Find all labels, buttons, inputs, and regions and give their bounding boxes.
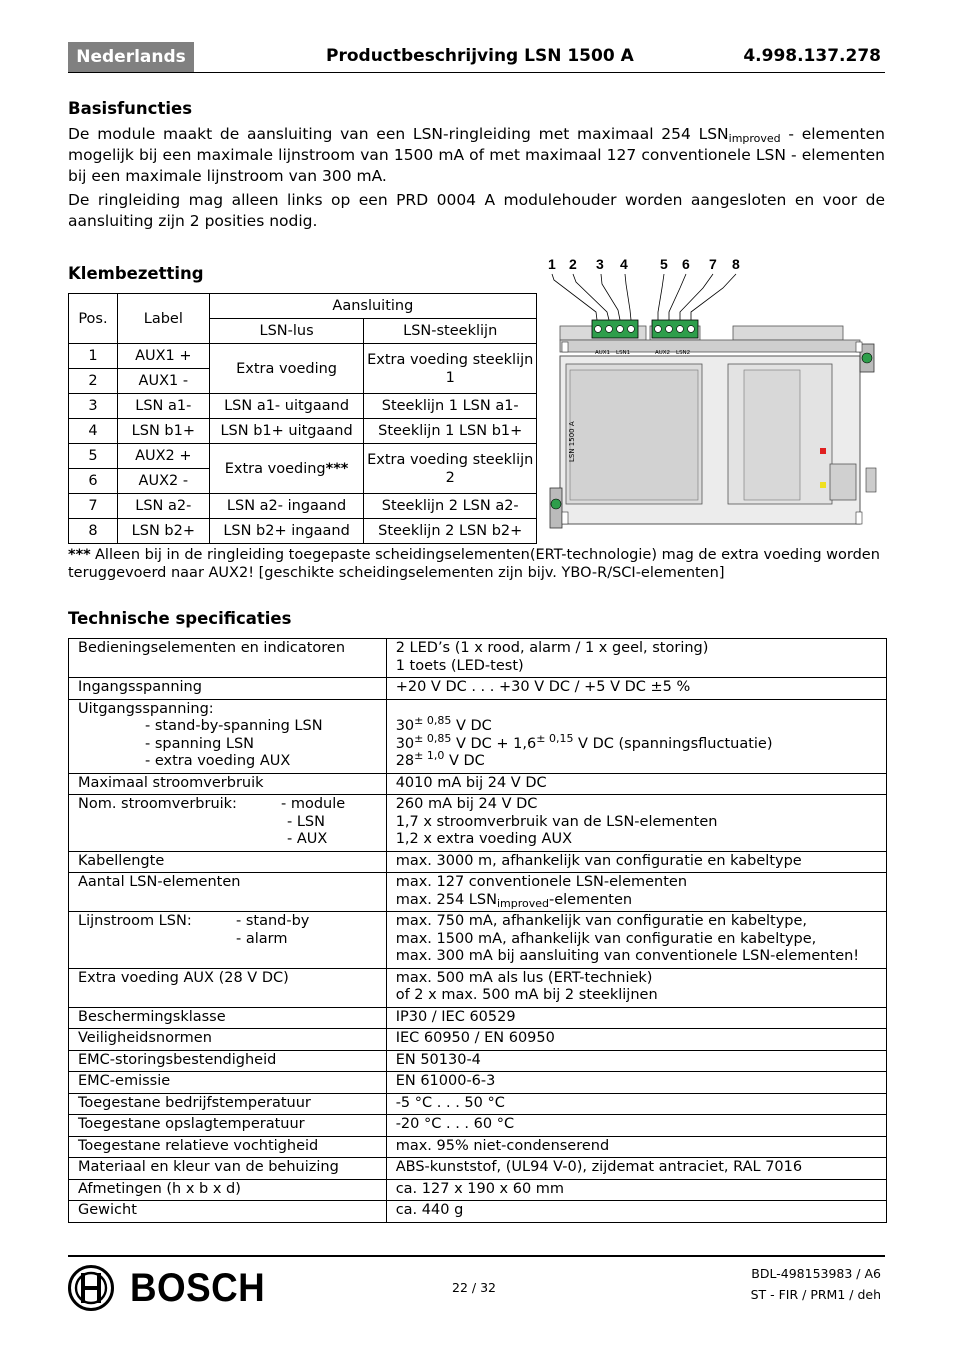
terminal-number-1: 1 bbox=[548, 256, 556, 272]
table-row bbox=[69, 639, 887, 678]
footer-ref-1: BDL-498153983 / A6 bbox=[751, 1266, 881, 1281]
cell-pos: 5 bbox=[69, 444, 118, 469]
table-row bbox=[69, 773, 887, 795]
terminal-number-6: 6 bbox=[682, 256, 690, 272]
table-header-row bbox=[69, 294, 537, 319]
col-lsn-steeklijn: LSN-steeklijn bbox=[364, 319, 537, 344]
cell-label: LSN b2+ bbox=[117, 519, 209, 544]
section-heading-klem: Klembezetting bbox=[68, 264, 204, 283]
table-row bbox=[69, 1136, 887, 1158]
table-row bbox=[69, 1072, 887, 1094]
spec-label: Bedieningselementen en indicatoren bbox=[69, 639, 387, 678]
terminal-label-lsn1: LSN1 bbox=[616, 350, 631, 356]
spec-value: IP30 / IEC 60529 bbox=[386, 1007, 886, 1029]
page-number: 22 / 32 bbox=[452, 1280, 496, 1295]
cell-lus: LSN b1+ uitgaand bbox=[209, 419, 364, 444]
table-row bbox=[69, 968, 887, 1007]
cell-pos: 8 bbox=[69, 519, 118, 544]
terminal-number-3: 3 bbox=[596, 256, 604, 272]
spec-label: Afmetingen (h x b x d) bbox=[69, 1179, 387, 1201]
footnote: *** bbox=[68, 547, 91, 563]
spec-label: Beschermingsklasse bbox=[69, 1007, 387, 1029]
table-row bbox=[69, 699, 887, 773]
spec-value: +20 V DC . . . +30 V DC / +5 V DC ±5 % bbox=[386, 678, 886, 700]
document-title: Productbeschrijving LSN 1500 A bbox=[326, 46, 634, 66]
spec-label: Toegestane opslagtemperatuur bbox=[69, 1115, 387, 1137]
section-heading-basis: Basisfuncties bbox=[68, 99, 193, 118]
cell-pos: 7 bbox=[69, 494, 118, 519]
table-row bbox=[69, 419, 537, 444]
spec-label: EMC-storingsbestendigheid bbox=[69, 1050, 387, 1072]
cell-lus: LSN a2- ingaand bbox=[209, 494, 364, 519]
cell-label: AUX1 + bbox=[117, 344, 209, 369]
spec-value: 2 LED’s (1 x rood, alarm / 1 x geel, storing) 1 toets (LED-test) bbox=[386, 639, 886, 678]
spec-value: $30^{\pm 0,85}$ V DC $30^{\pm 0,85}$ V DC + $1,6^{\pm 0,15}$ V DC (spanningsfluctuatie) $28^{\pm 1,0}$ V DC bbox=[386, 699, 886, 773]
table-row bbox=[69, 678, 887, 700]
cell-steek: Steeklijn 1 LSN a1- bbox=[364, 394, 537, 419]
spec-value: max. 3000 m, afhankelijk van configuratie en kabeltype bbox=[386, 851, 886, 873]
spec-table bbox=[68, 638, 887, 1223]
module-side-label: LSN 1500 A bbox=[568, 421, 576, 462]
col-aansluiting: Aansluiting bbox=[209, 294, 536, 319]
cell-pos: 3 bbox=[69, 394, 118, 419]
table-row bbox=[69, 1093, 887, 1115]
header-rule bbox=[68, 72, 885, 73]
cell-steek: Extra voeding steeklijn 1 bbox=[364, 344, 537, 394]
cell-label: LSN b1+ bbox=[117, 419, 209, 444]
terminal-number-7: 7 bbox=[709, 256, 717, 272]
terminal-block-2 bbox=[652, 320, 698, 338]
table-row bbox=[69, 494, 537, 519]
terminal-number-2: 2 bbox=[569, 256, 577, 272]
cell-steek: Steeklijn 2 LSN b2+ bbox=[364, 519, 537, 544]
cell-label: AUX2 - bbox=[117, 469, 209, 494]
spec-label: EMC-emissie bbox=[69, 1072, 387, 1094]
footer-ref-2: ST - FIR / PRM1 / deh bbox=[750, 1287, 881, 1302]
spec-label: Ingangsspanning bbox=[69, 678, 387, 700]
spec-value: ca. 440 g bbox=[386, 1201, 886, 1223]
col-pos: Pos. bbox=[69, 294, 118, 344]
spec-label: Aantal LSN-elementen bbox=[69, 873, 387, 912]
language-tab: Nederlands bbox=[68, 42, 194, 72]
table-row bbox=[69, 1179, 887, 1201]
table-row bbox=[69, 444, 537, 469]
cell-lus: Extra voeding*** bbox=[209, 444, 364, 494]
spec-label: Gewicht bbox=[69, 1201, 387, 1223]
table-row bbox=[69, 344, 537, 369]
cell-pos: 4 bbox=[69, 419, 118, 444]
cell-pos: 2 bbox=[69, 369, 118, 394]
leader-lines bbox=[552, 274, 736, 320]
cell-label: LSN a1- bbox=[117, 394, 209, 419]
table-row bbox=[69, 1201, 887, 1223]
bosch-logo-icon bbox=[67, 1264, 115, 1312]
cell-label: LSN a2- bbox=[117, 494, 209, 519]
spec-label: Kabellengte bbox=[69, 851, 387, 873]
cell-steek: Steeklijn 2 LSN a2- bbox=[364, 494, 537, 519]
spec-value: EN 50130-4 bbox=[386, 1050, 886, 1072]
terminal-label-lsn2: LSN2 bbox=[676, 350, 691, 356]
spec-value: EN 61000-6-3 bbox=[386, 1072, 886, 1094]
table-row bbox=[69, 912, 887, 969]
col-label: Label bbox=[117, 294, 209, 344]
terminal-label-aux2: AUX2 bbox=[655, 350, 671, 356]
table-row bbox=[69, 1029, 887, 1051]
footnote-text: Alleen bij in de ringleiding toegepaste scheidingselementen(ERT-technologie) mag de extra voeding worden teruggevoerd naar AUX2! [geschikte scheidingselementen zijn bijv. YBO-R/SCI-elementen] bbox=[68, 547, 880, 581]
pin-assignment-table bbox=[68, 293, 537, 544]
cell-label: AUX1 - bbox=[117, 369, 209, 394]
spec-value: max. 95% niet-condenserend bbox=[386, 1136, 886, 1158]
table-row bbox=[69, 851, 887, 873]
cell-lus: LSN a1- uitgaand bbox=[209, 394, 364, 419]
terminal-number-4: 4 bbox=[620, 256, 628, 272]
cell-pos: 6 bbox=[69, 469, 118, 494]
spec-label: Extra voeding AUX (28 V DC) bbox=[69, 968, 387, 1007]
terminal-block-1 bbox=[592, 320, 638, 338]
spec-label: Maximaal stroomverbruik bbox=[69, 773, 387, 795]
table-row bbox=[69, 519, 537, 544]
table-row bbox=[69, 873, 887, 912]
spec-value: max. 127 conventionele LSN-elementen max. 254 $LSN_{improved}$-elementen bbox=[386, 873, 886, 912]
section-heading-specs: Technische specificaties bbox=[68, 609, 292, 628]
module-diagram bbox=[540, 252, 886, 542]
spec-value: 260 mA bij 24 V DC 1,7 x stroomverbruik van de LSN-elementen 1,2 x extra voeding AUX bbox=[386, 795, 886, 852]
col-lsn-lus: LSN-lus bbox=[209, 319, 364, 344]
spec-value: max. 500 mA als lus (ERT-techniek) of 2 x max. 500 mA bij 2 steeklijnen bbox=[386, 968, 886, 1007]
spec-value: -5 °C . . . 50 °C bbox=[386, 1093, 886, 1115]
spec-label: Veiligheidsnormen bbox=[69, 1029, 387, 1051]
document-number: 4.998.137.278 bbox=[743, 46, 881, 66]
spec-label: Lijnstroom LSN: - stand-by - alarm bbox=[69, 912, 387, 969]
spec-value: ca. 127 x 190 x 60 mm bbox=[386, 1179, 886, 1201]
led-red bbox=[820, 448, 826, 454]
bosch-wordmark: BOSCH bbox=[130, 1266, 266, 1310]
cell-steek: Extra voeding steeklijn 2 bbox=[364, 444, 537, 494]
spec-value: ABS-kunststof, (UL94 V-0), zijdemat antraciet, RAL 7016 bbox=[386, 1158, 886, 1180]
terminal-numbers bbox=[548, 256, 740, 272]
spec-label: Uitgangsspanning: - stand-by-spanning LSN - spanning LSN - extra voeding AUX bbox=[69, 699, 387, 773]
basis-paragraph-2: De ringleiding mag alleen links op een PRD 0004 A modulehouder worden aangesloten en voor de aansluiting zijn 2 posities nodig. bbox=[68, 191, 885, 230]
terminal-number-5: 5 bbox=[660, 256, 668, 272]
table-row bbox=[69, 795, 887, 852]
basis-paragraph-1: De module maakt de aansluiting van een LSN-ringleiding met maximaal 254 $LSN_{improved}$ - elementen mogelijk bij een maximale lijnstroom van 1500 mA of met maximaal 127 conventionele LSN - elementen bij een maximale lijnstroom van 300 mA. bbox=[68, 125, 885, 185]
spec-label: Toegestane relatieve vochtigheid bbox=[69, 1136, 387, 1158]
terminal-number-8: 8 bbox=[732, 256, 740, 272]
table-row bbox=[69, 1007, 887, 1029]
table-row bbox=[69, 1050, 887, 1072]
spec-label: Nom. stroomverbruik: - module - LSN - AUX bbox=[69, 795, 387, 852]
spec-value: max. 750 mA, afhankelijk van configuratie en kabeltype, max. 1500 mA, afhankelijk van configuratie en kabeltype, max. 300 mA bij aansluiting van conventionele LSN-elementen! bbox=[386, 912, 886, 969]
spec-label: Materiaal en kleur van de behuizing bbox=[69, 1158, 387, 1180]
led-yellow bbox=[820, 482, 826, 488]
cell-pos: 1 bbox=[69, 344, 118, 369]
spec-value: -20 °C . . . 60 °C bbox=[386, 1115, 886, 1137]
table-row bbox=[69, 1115, 887, 1137]
cell-label: AUX2 + bbox=[117, 444, 209, 469]
spec-value: 4010 mA bij 24 V DC bbox=[386, 773, 886, 795]
table-row bbox=[69, 394, 537, 419]
cell-lus: LSN b2+ ingaand bbox=[209, 519, 364, 544]
footer-rule bbox=[68, 1255, 885, 1257]
cell-lus: Extra voeding bbox=[209, 344, 364, 394]
table-row bbox=[69, 1158, 887, 1180]
cell-steek: Steeklijn 1 LSN b1+ bbox=[364, 419, 537, 444]
spec-value: IEC 60950 / EN 60950 bbox=[386, 1029, 886, 1051]
spec-label: Toegestane bedrijfstemperatuur bbox=[69, 1093, 387, 1115]
terminal-label-aux1: AUX1 bbox=[595, 350, 611, 356]
